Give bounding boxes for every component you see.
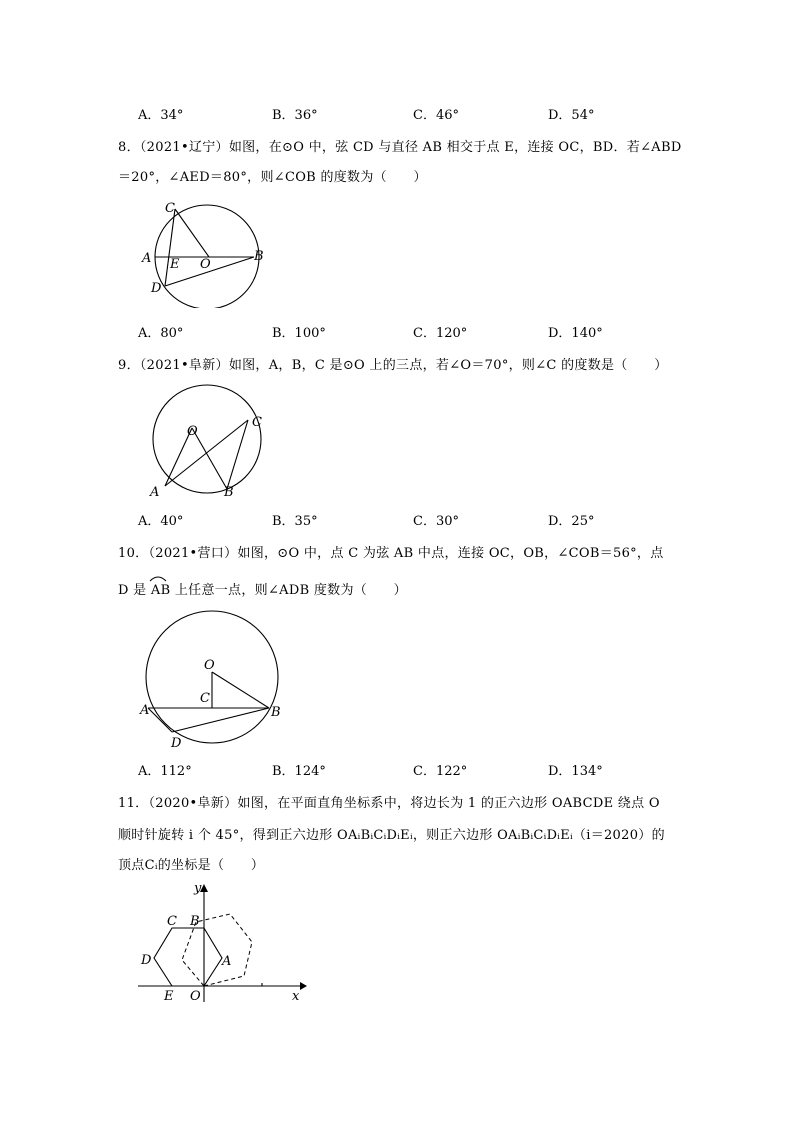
q11-label-o: O — [190, 989, 201, 1004]
q9-label-o: O — [187, 424, 198, 439]
q11-text-line3: 顶点Cᵢ的坐标是（ ） — [118, 858, 265, 873]
arc-mark-icon — [148, 574, 168, 582]
q9-option-a[interactable]: A．40° — [138, 514, 184, 529]
q11-label-c: C — [167, 914, 177, 929]
q10-option-d[interactable]: D．134° — [548, 764, 603, 779]
q9-label-a: A — [150, 485, 160, 500]
q10-label-o: O — [204, 658, 215, 673]
q8-label-b: B — [254, 249, 264, 264]
q8-text-line1: 8．（2021•辽宁）如图，在⊙O 中，弦 CD 与直径 AB 相交于点 E，连接 OC，BD．若∠ABD — [118, 140, 682, 155]
q11-label-d: D — [141, 953, 152, 968]
q9-option-c[interactable]: C．30° — [413, 514, 459, 529]
q8-label-e: E — [170, 257, 180, 272]
q9-label-b: B — [224, 485, 234, 500]
q10-label-b: B — [271, 705, 281, 720]
q11-hexagon — [154, 928, 222, 986]
q8-options — [138, 322, 738, 340]
q10-option-a[interactable]: A．112° — [138, 764, 192, 779]
q11-text-line1: 11．（2020•阜新）如图，在平面直角坐标系中，将边长为 1 的正六边形 OABCDE 绕点 O — [118, 796, 660, 811]
q8-option-b[interactable]: B．100° — [272, 326, 326, 341]
q10-label-c: C — [200, 691, 210, 706]
q9-option-d[interactable]: D．25° — [548, 514, 595, 529]
q10-option-c[interactable]: C．122° — [413, 764, 468, 779]
q9-text-line1: 9．（2021•阜新）如图，A，B，C 是⊙O 上的三点，若∠O＝70°，则∠C 的度数是（ ） — [118, 358, 668, 373]
q10-option-b[interactable]: B．124° — [272, 764, 326, 779]
q7-option-d[interactable]: D．54° — [548, 108, 595, 123]
q8-option-d[interactable]: D．140° — [548, 326, 603, 341]
q10-text-line2: D 是 AB 上任意一点，则∠ADB 度数为（ ） — [118, 583, 407, 598]
q10-text-line1: 10．（2021•营口）如图，⊙O 中，点 C 为弦 AB 中点，连接 OC，OB，∠COB＝56°，点 — [118, 546, 664, 561]
q9-label-c: C — [252, 415, 262, 430]
q7-option-a[interactable]: A．34° — [138, 108, 184, 123]
q8-figure — [136, 196, 276, 308]
q10-segment-bd — [172, 708, 269, 732]
q8-text-line2: ＝20°，∠AED＝80°，则∠COB 的度数为（ ） — [118, 170, 427, 185]
q11-figure — [134, 878, 314, 1004]
q11-x-arrow-icon — [300, 982, 307, 990]
q10-label-d: D — [171, 736, 182, 751]
q8-label-c: C — [165, 201, 175, 216]
q10-label-a: A — [140, 703, 150, 718]
q10-figure — [138, 608, 288, 754]
q11-text-line2: 顺时针旋转 i 个 45°，得到正六边形 OAᵢBᵢCᵢDᵢEᵢ，则正六边形 OAᵢBᵢCᵢDᵢEᵢ（i＝2020）的 — [118, 828, 665, 843]
q10-segment-ob — [212, 672, 269, 708]
q8-label-d: D — [151, 281, 162, 296]
q10-segment-ad — [148, 708, 172, 732]
q9-segment-ac — [165, 420, 248, 486]
q7-option-b[interactable]: B．36° — [272, 108, 318, 123]
q11-label-y: y — [194, 881, 202, 896]
q11-label-x: x — [292, 989, 300, 1004]
q7-options — [138, 104, 738, 122]
q8-label-o: O — [200, 257, 211, 272]
q9-options — [138, 510, 738, 528]
q7-option-c[interactable]: C．46° — [413, 108, 459, 123]
q10-options — [138, 760, 738, 778]
q8-label-a: A — [142, 251, 152, 266]
q11-label-e: E — [164, 989, 174, 1004]
q8-option-c[interactable]: C．120° — [413, 326, 468, 341]
q9-segment-bc — [227, 420, 248, 489]
q11-label-b: B — [190, 914, 200, 929]
q11-label-a: A — [222, 954, 232, 969]
q9-option-b[interactable]: B．35° — [272, 514, 318, 529]
q9-figure — [140, 384, 280, 500]
q8-segment-oc — [175, 209, 209, 257]
q8-option-a[interactable]: A．80° — [138, 326, 184, 341]
